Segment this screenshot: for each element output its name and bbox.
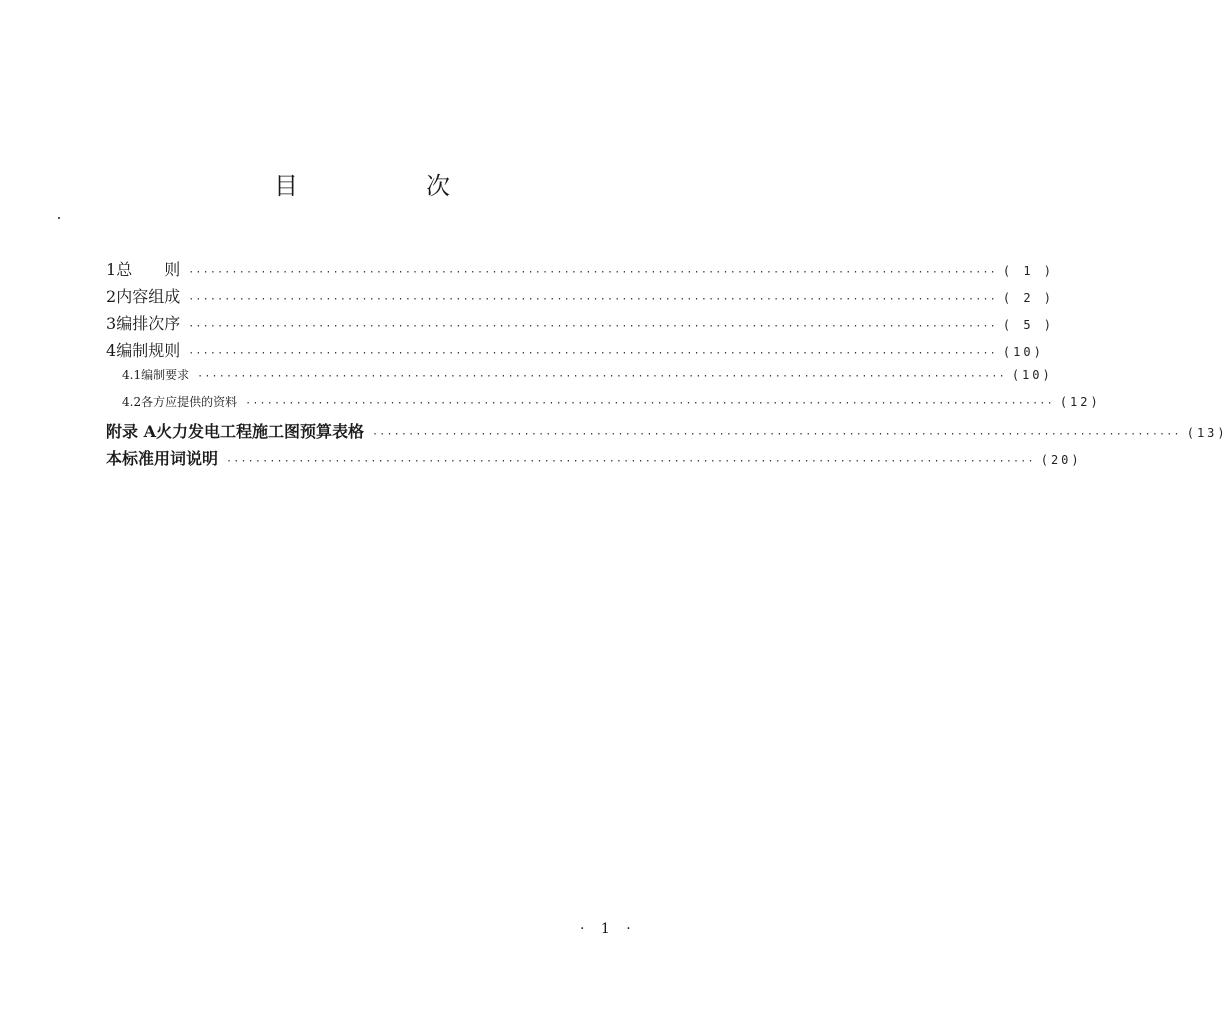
dot-leader: ················································································································ [372, 429, 1181, 440]
toc-entry-number: 4.2 [122, 395, 142, 409]
toc-entry-2[interactable] [106, 284, 1055, 307]
toc-entry-1[interactable] [106, 257, 1055, 280]
toc-entry-title: 编制规则 [116, 341, 181, 360]
toc-entry-4-1[interactable] [122, 366, 1053, 383]
dot-leader: ················································································································ [197, 371, 1006, 382]
toc-entry-number: 3 [106, 314, 117, 333]
toc-entry-number: 1 [106, 260, 117, 279]
toc-entry-title: 本标准用词说明 [106, 449, 219, 468]
page-title: 目 次 [274, 172, 502, 200]
toc-entry-number: 附录 A [106, 422, 156, 441]
toc-entry-page: (10) [1002, 345, 1044, 359]
dot-leader: ················································································································ [226, 456, 1035, 467]
toc-entry-title: 火力发电工程施工图预算表格 [156, 422, 365, 441]
toc-entry-title: 总 则 [116, 260, 181, 279]
toc-entry-page: (12) [1059, 395, 1101, 409]
scan-speck [58, 217, 60, 219]
toc-entry-title: 编制要求 [141, 368, 190, 382]
toc-entry-page: ( 5 ) [1002, 318, 1055, 332]
toc-entry-title: 各方应提供的资料 [141, 395, 238, 409]
dot-leader: ················································································································ [188, 294, 997, 305]
toc-entry-page: (13) [1186, 426, 1228, 440]
dot-leader: ················································································································ [188, 348, 997, 359]
toc-entry-number: 4.1 [122, 368, 142, 382]
dot-leader: ················································································································ [188, 321, 997, 332]
page-number: · 1 · [580, 921, 637, 937]
toc-entry-page: (10) [1011, 368, 1053, 382]
toc-entry-page: ( 2 ) [1002, 291, 1055, 305]
toc-entry-4-2[interactable] [122, 393, 1101, 410]
toc-entry-terms[interactable] [106, 446, 1082, 469]
toc-entry-3[interactable] [106, 311, 1055, 334]
toc-entry-4[interactable] [106, 338, 1044, 361]
toc-entry-number: 4 [106, 341, 117, 360]
dot-leader: ················································································································ [245, 398, 1054, 409]
toc-entry-page: ( 1 ) [1002, 264, 1055, 278]
toc-entry-appendix-a[interactable] [106, 419, 1228, 442]
toc-entry-page: (20) [1040, 453, 1082, 467]
toc-entry-number: 2 [106, 287, 117, 306]
toc-entry-title: 内容组成 [116, 287, 181, 306]
toc-entry-title: 编排次序 [116, 314, 181, 333]
dot-leader: ················································································································ [188, 267, 997, 278]
